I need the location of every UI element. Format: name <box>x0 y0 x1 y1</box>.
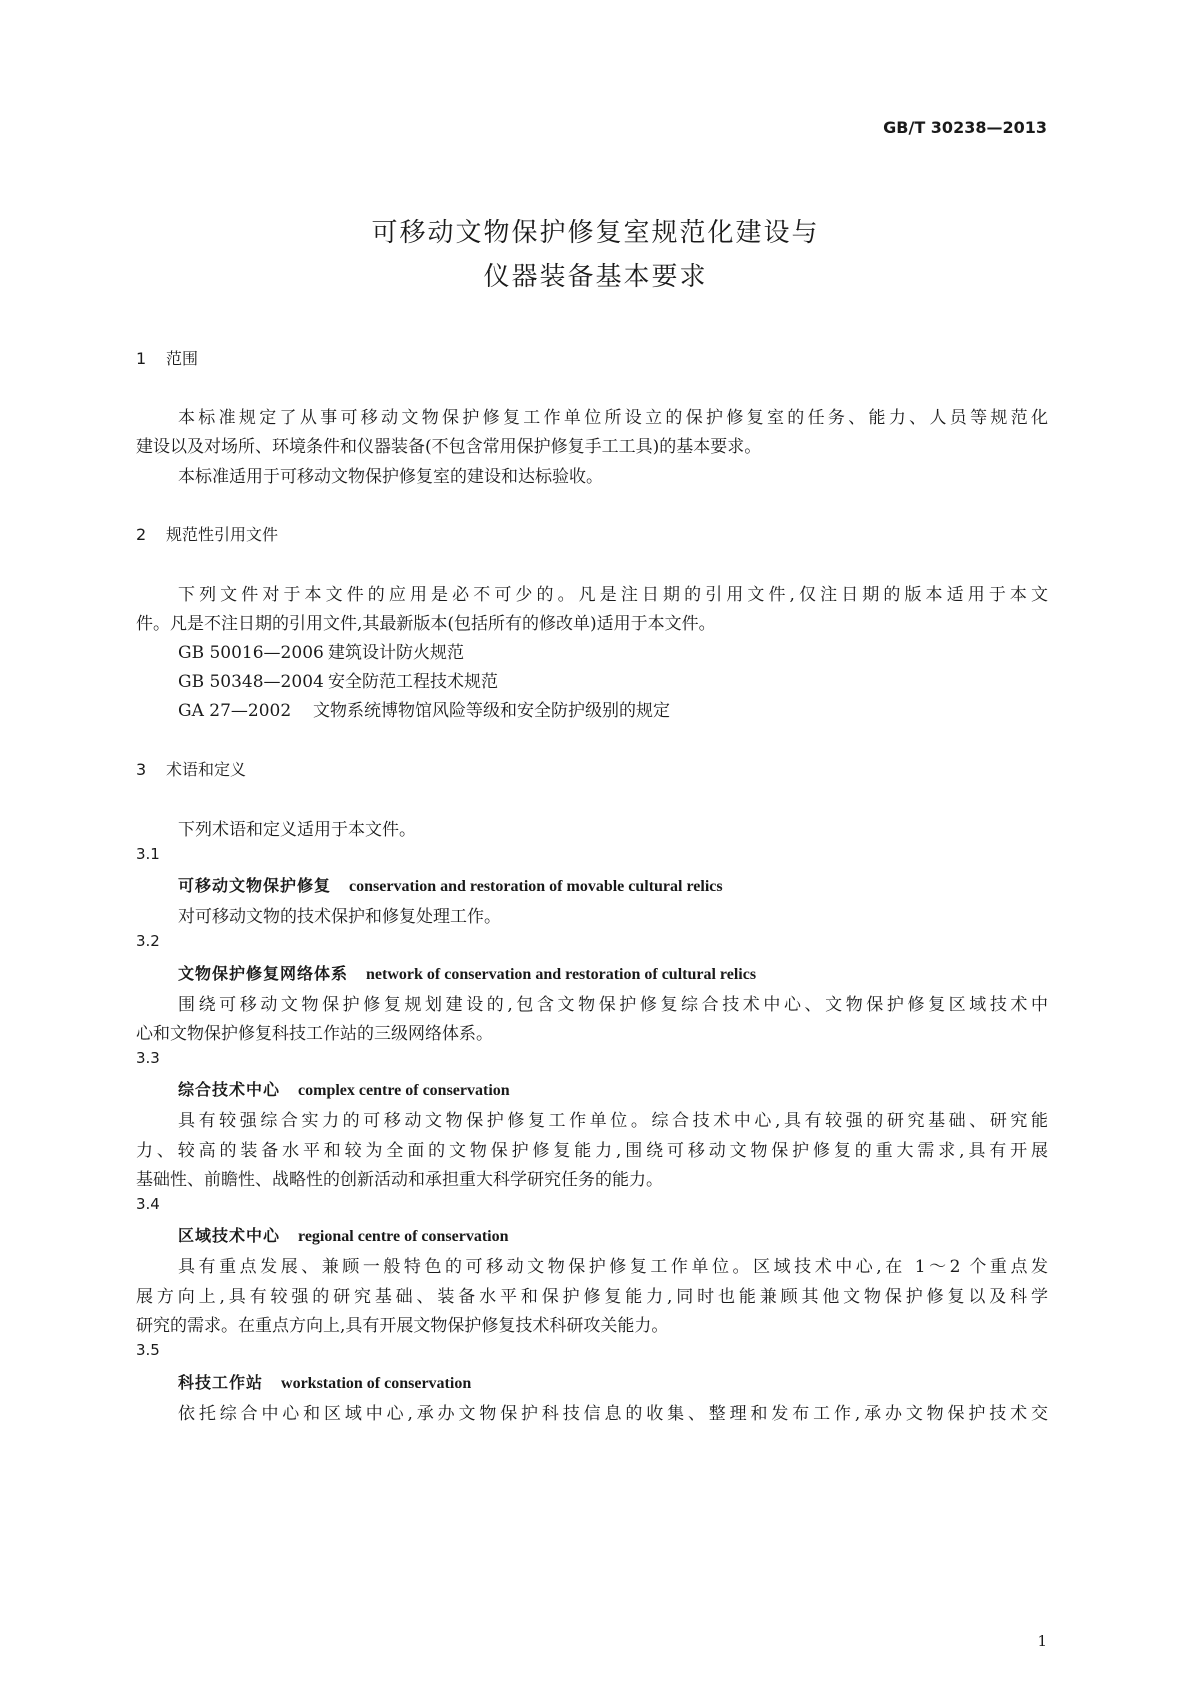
term-definition-line: 心和文物保护修复科技工作站的三级网络体系。 <box>136 1024 493 1044</box>
section-2-heading <box>136 522 278 545</box>
normative-reference <box>178 696 670 721</box>
paragraph-line: 件。凡是不注日期的引用文件,其最新版本(包括所有的修改单)适用于本文件。 <box>136 614 716 634</box>
paragraph-line: 下列术语和定义适用于本文件。 <box>178 820 416 840</box>
term-heading <box>178 1077 510 1100</box>
term-definition-line: 力、较高的装备水平和较为全面的文物保护修复能力,围绕可移动文物保护修复的重大需求,具有开展 <box>136 1141 1048 1161</box>
section-number: 3 <box>136 760 147 779</box>
paragraph-line: 本标准规定了从事可移动文物保护修复工作单位所设立的保护修复室的任务、能力、人员等规范化 <box>178 408 1048 428</box>
section-title: 范围 <box>166 349 199 368</box>
document-title-line1: 可移动文物保护修复室规范化建设与 <box>371 218 820 248</box>
section-title: 规范性引用文件 <box>166 525 279 544</box>
section-number: 2 <box>136 525 147 544</box>
term-definition-line: 对可移动文物的技术保护和修复处理工作。 <box>178 907 501 927</box>
reference-code: GB 50348—2004 <box>178 672 324 692</box>
reference-code: GB 50016—2006 <box>178 643 324 663</box>
reference-title: 安全防范工程技术规范 <box>328 672 498 692</box>
reference-title: 建筑设计防火规范 <box>328 643 464 663</box>
term-en: network of conservation and restoration of cultural relics <box>366 966 757 983</box>
normative-reference <box>178 667 498 692</box>
section-number: 1 <box>136 349 147 368</box>
section-title: 术语和定义 <box>166 760 247 779</box>
term-heading <box>178 873 723 896</box>
term-number: 3.4 <box>136 1195 160 1213</box>
section-3-heading <box>136 757 246 780</box>
term-definition-line: 具有重点发展、兼顾一般特色的可移动文物保护修复工作单位。区域技术中心,在 1～2 个重点发 <box>178 1257 1048 1277</box>
term-zh: 文物保护修复网络体系 <box>178 964 349 983</box>
term-en: complex centre of conservation <box>298 1082 510 1099</box>
paragraph-line: 本标准适用于可移动文物保护修复室的建设和达标验收。 <box>178 467 603 487</box>
term-en: workstation of conservation <box>281 1375 472 1392</box>
paragraph-line: 建设以及对场所、环境条件和仪器装备(不包含常用保护修复手工工具)的基本要求。 <box>136 437 762 457</box>
term-en: regional centre of conservation <box>298 1228 509 1245</box>
term-number: 3.3 <box>136 1049 160 1067</box>
term-definition-line: 展方向上,具有较强的研究基础、装备水平和保护修复能力,同时也能兼顾其他文物保护修复以及科学 <box>136 1287 1048 1307</box>
term-zh: 综合技术中心 <box>178 1080 281 1099</box>
document-title-line2: 仪器装备基本要求 <box>483 262 708 292</box>
term-definition-line: 研究的需求。在重点方向上,具有开展文物保护修复技术科研攻关能力。 <box>136 1316 669 1336</box>
term-number: 3.2 <box>136 932 160 950</box>
term-definition-line: 基础性、前瞻性、战略性的创新活动和承担重大科学研究任务的能力。 <box>136 1170 663 1190</box>
term-definition-line: 依托综合中心和区域中心,承办文物保护科技信息的收集、整理和发布工作,承办文物保护技术交 <box>178 1404 1048 1424</box>
term-number: 3.5 <box>136 1341 160 1359</box>
term-zh: 可移动文物保护修复 <box>178 876 332 895</box>
term-en: conservation and restoration of movable cultural relics <box>349 878 723 895</box>
paragraph-line: 下列文件对于本文件的应用是必不可少的。凡是注日期的引用文件,仅注日期的版本适用于本文 <box>178 585 1048 605</box>
section-1-heading <box>136 346 198 369</box>
term-heading <box>178 1223 509 1246</box>
term-definition-line: 具有较强综合实力的可移动文物保护修复工作单位。综合技术中心,具有较强的研究基础、研究能 <box>178 1111 1048 1131</box>
reference-code: GA 27—2002 <box>178 701 292 721</box>
normative-reference <box>178 638 464 663</box>
term-heading <box>178 961 756 984</box>
term-definition-line: 围绕可移动文物保护修复规划建设的,包含文物保护修复综合技术中心、文物保护修复区域技术中 <box>178 995 1048 1015</box>
term-zh: 区域技术中心 <box>178 1226 281 1245</box>
term-zh: 科技工作站 <box>178 1373 264 1392</box>
reference-title: 文物系统博物馆风险等级和安全防护级别的规定 <box>313 701 670 721</box>
term-number: 3.1 <box>136 845 160 863</box>
standard-number: GB/T 30238—2013 <box>883 118 1047 137</box>
term-heading <box>178 1370 471 1393</box>
page-number: 1 <box>1037 1632 1047 1650</box>
